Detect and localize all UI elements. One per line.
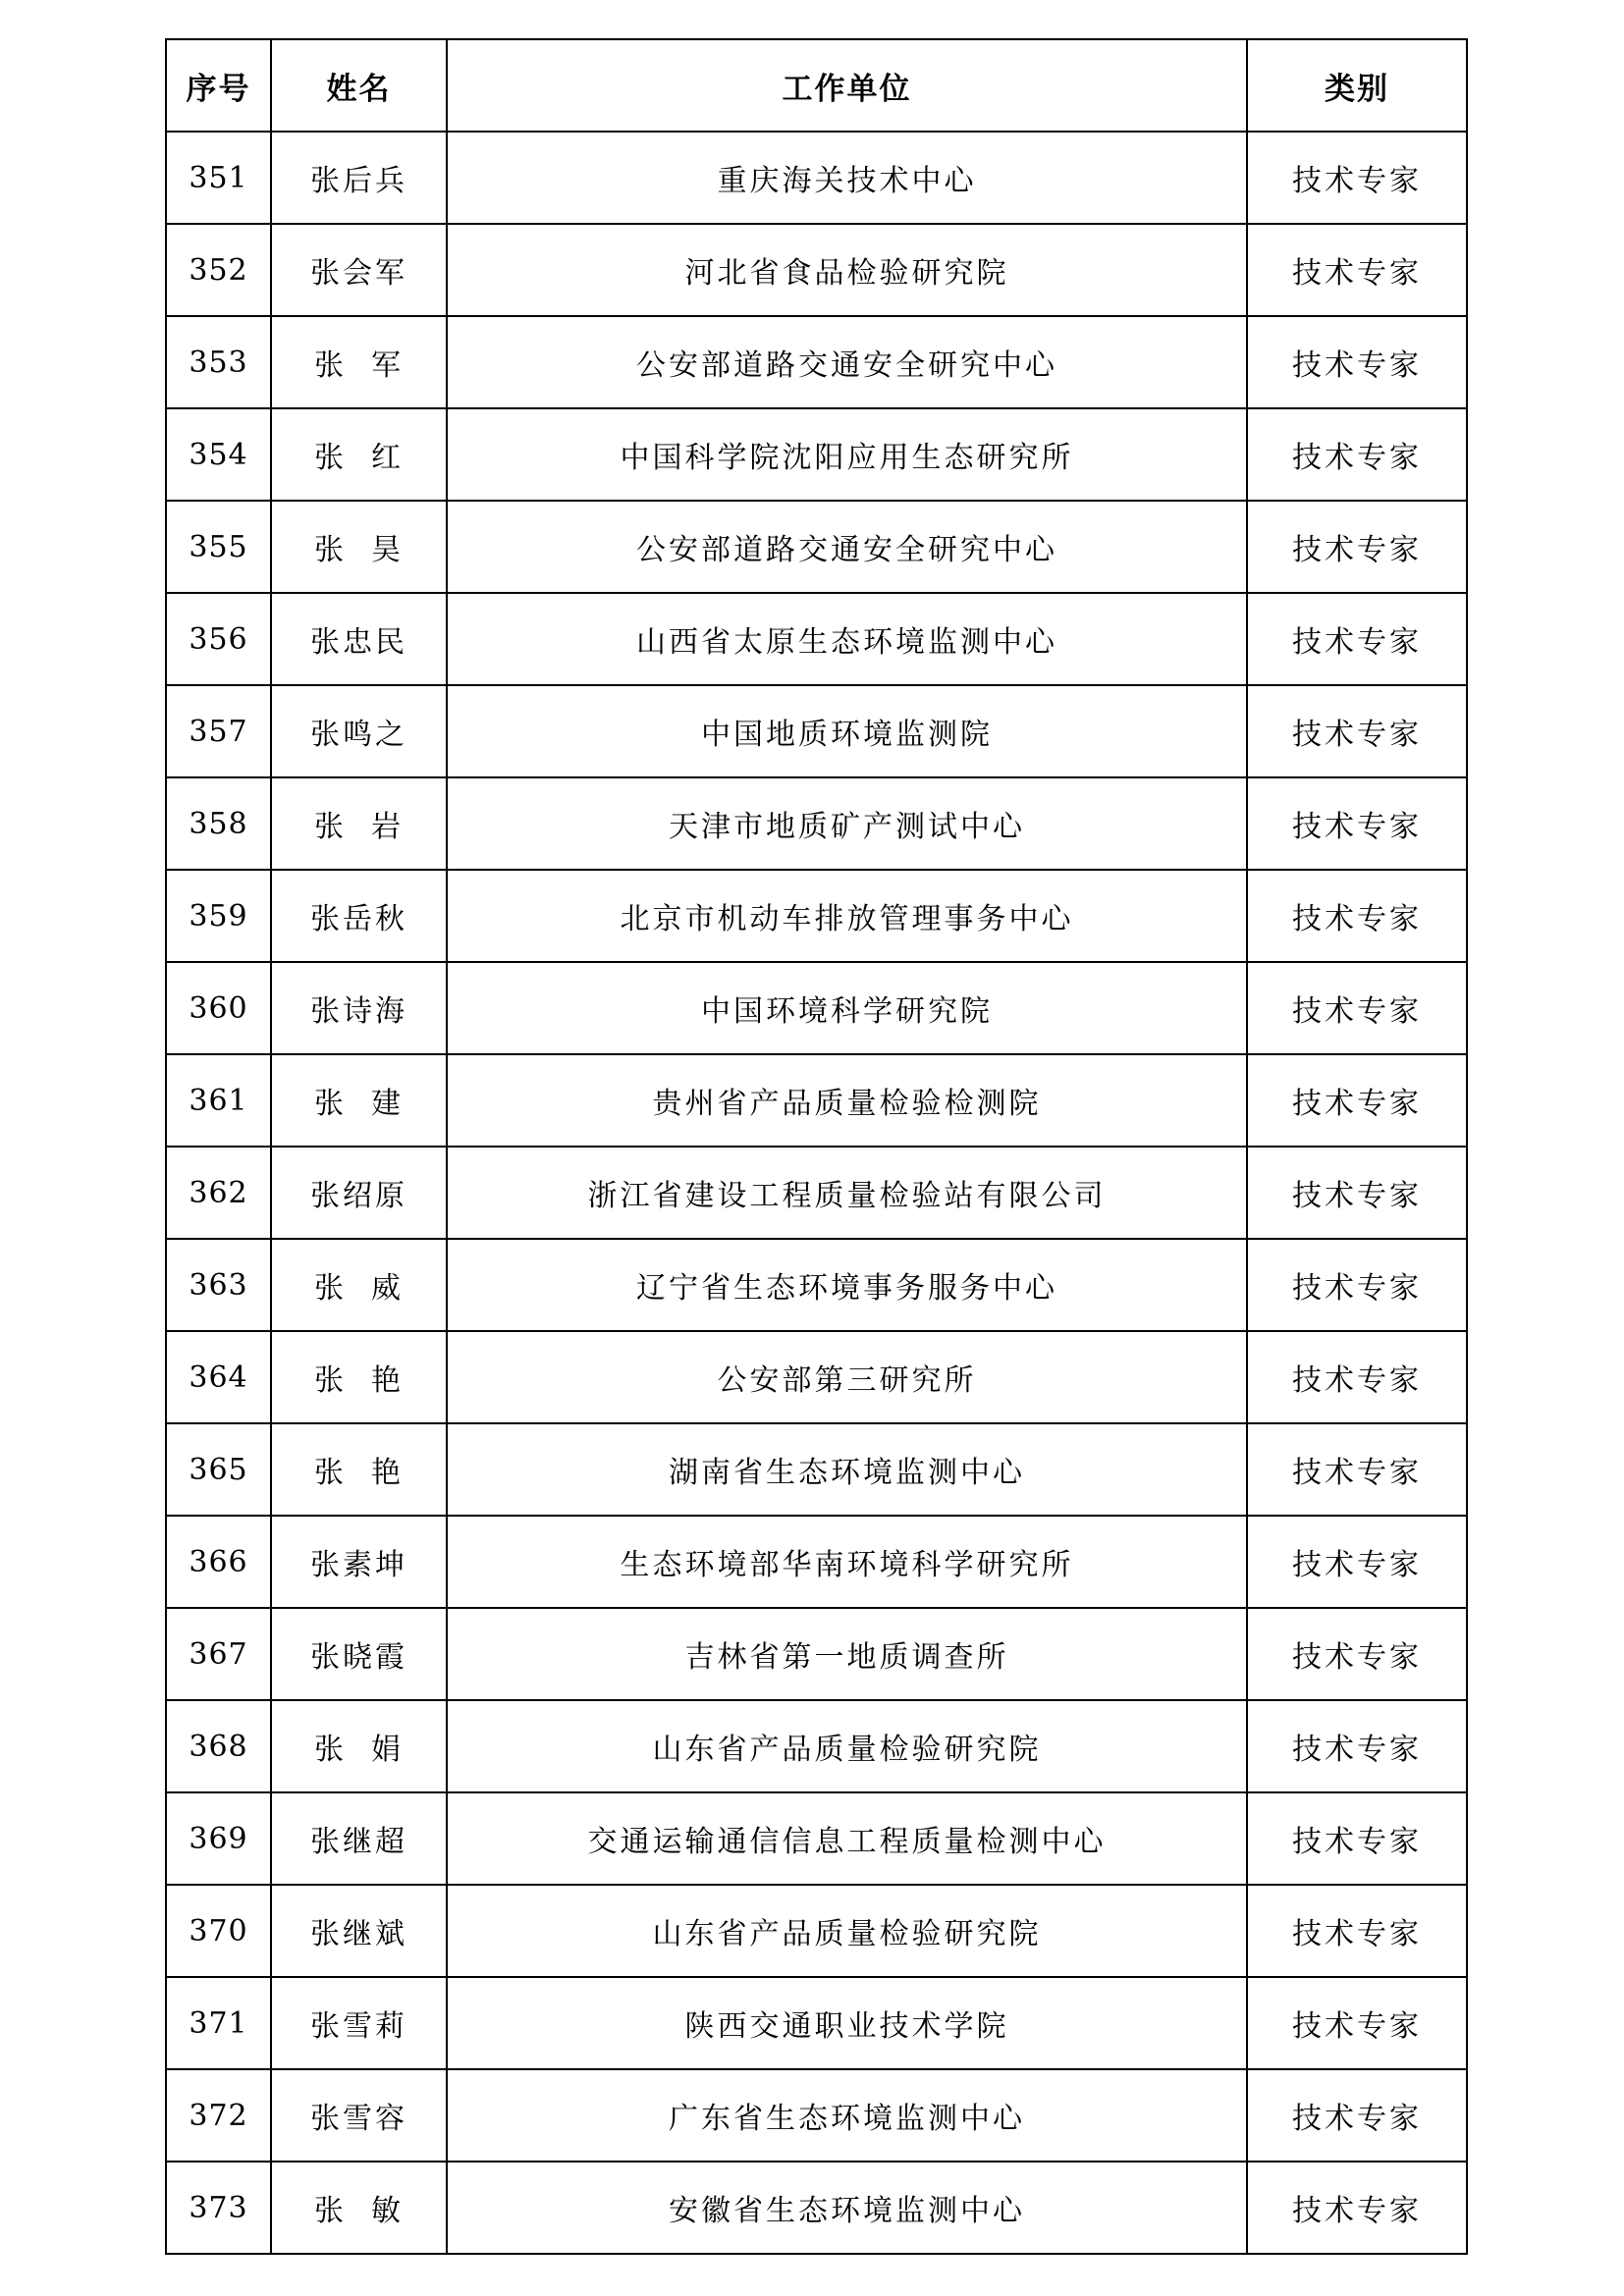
row-seq: 357 — [166, 685, 271, 777]
table-row — [166, 1885, 1467, 1977]
row-name: 张 威 — [271, 1239, 447, 1331]
header-row — [166, 39, 1467, 132]
header-seq: 序号 — [166, 39, 271, 132]
row-name: 张后兵 — [271, 132, 447, 224]
row-category: 技术专家 — [1247, 1147, 1467, 1239]
row-seq: 362 — [166, 1147, 271, 1239]
row-category: 技术专家 — [1247, 2069, 1467, 2162]
row-seq: 355 — [166, 501, 271, 593]
row-category: 技术专家 — [1247, 316, 1467, 408]
row-name: 张 岩 — [271, 777, 447, 870]
row-unit: 重庆海关技术中心 — [447, 132, 1247, 224]
row-category: 技术专家 — [1247, 132, 1467, 224]
row-category: 技术专家 — [1247, 1054, 1467, 1147]
row-unit: 中国环境科学研究院 — [447, 962, 1247, 1054]
row-name: 张绍原 — [271, 1147, 447, 1239]
row-unit: 陕西交通职业技术学院 — [447, 1977, 1247, 2069]
table-row — [166, 1608, 1467, 1700]
row-unit: 广东省生态环境监测中心 — [447, 2069, 1247, 2162]
row-category: 技术专家 — [1247, 1977, 1467, 2069]
row-category: 技术专家 — [1247, 1516, 1467, 1608]
row-name: 张 红 — [271, 408, 447, 501]
row-unit: 公安部第三研究所 — [447, 1331, 1247, 1423]
row-unit: 湖南省生态环境监测中心 — [447, 1423, 1247, 1516]
row-unit: 贵州省产品质量检验检测院 — [447, 1054, 1247, 1147]
table-row — [166, 1792, 1467, 1885]
row-unit: 河北省食品检验研究院 — [447, 224, 1247, 316]
row-seq: 360 — [166, 962, 271, 1054]
row-name: 张继超 — [271, 1792, 447, 1885]
table-row — [166, 2162, 1467, 2254]
row-category: 技术专家 — [1247, 1331, 1467, 1423]
row-category: 技术专家 — [1247, 962, 1467, 1054]
table-row — [166, 1516, 1467, 1608]
table-row — [166, 501, 1467, 593]
row-category: 技术专家 — [1247, 1239, 1467, 1331]
row-category: 技术专家 — [1247, 593, 1467, 685]
row-seq: 368 — [166, 1700, 271, 1792]
row-name: 张 艳 — [271, 1331, 447, 1423]
table-row — [166, 1423, 1467, 1516]
row-unit: 山西省太原生态环境监测中心 — [447, 593, 1247, 685]
row-seq: 371 — [166, 1977, 271, 2069]
row-unit: 公安部道路交通安全研究中心 — [447, 501, 1247, 593]
row-name: 张岳秋 — [271, 870, 447, 962]
header-unit: 工作单位 — [447, 39, 1247, 132]
row-unit: 北京市机动车排放管理事务中心 — [447, 870, 1247, 962]
row-unit: 山东省产品质量检验研究院 — [447, 1700, 1247, 1792]
row-seq: 351 — [166, 132, 271, 224]
table-body — [166, 132, 1467, 2254]
row-unit: 中国科学院沈阳应用生态研究所 — [447, 408, 1247, 501]
table-row — [166, 962, 1467, 1054]
row-name: 张鸣之 — [271, 685, 447, 777]
row-category: 技术专家 — [1247, 501, 1467, 593]
table-row — [166, 132, 1467, 224]
table-row — [166, 316, 1467, 408]
row-seq: 366 — [166, 1516, 271, 1608]
row-unit: 生态环境部华南环境科学研究所 — [447, 1516, 1247, 1608]
table-row — [166, 2069, 1467, 2162]
table-row — [166, 870, 1467, 962]
row-name: 张 昊 — [271, 501, 447, 593]
row-name: 张会军 — [271, 224, 447, 316]
row-seq: 359 — [166, 870, 271, 962]
row-seq: 358 — [166, 777, 271, 870]
row-seq: 370 — [166, 1885, 271, 1977]
row-category: 技术专家 — [1247, 2162, 1467, 2254]
row-category: 技术专家 — [1247, 1885, 1467, 1977]
row-name: 张雪莉 — [271, 1977, 447, 2069]
row-seq: 369 — [166, 1792, 271, 1885]
row-unit: 公安部道路交通安全研究中心 — [447, 316, 1247, 408]
table-row — [166, 685, 1467, 777]
row-category: 技术专家 — [1247, 777, 1467, 870]
table-row — [166, 1700, 1467, 1792]
row-category: 技术专家 — [1247, 1792, 1467, 1885]
header-category: 类别 — [1247, 39, 1467, 132]
table-row — [166, 1239, 1467, 1331]
row-name: 张 艳 — [271, 1423, 447, 1516]
row-unit: 交通运输通信信息工程质量检测中心 — [447, 1792, 1247, 1885]
row-unit: 中国地质环境监测院 — [447, 685, 1247, 777]
row-unit: 辽宁省生态环境事务服务中心 — [447, 1239, 1247, 1331]
row-unit: 吉林省第一地质调查所 — [447, 1608, 1247, 1700]
row-seq: 356 — [166, 593, 271, 685]
row-seq: 361 — [166, 1054, 271, 1147]
row-name: 张晓霞 — [271, 1608, 447, 1700]
row-seq: 352 — [166, 224, 271, 316]
table-row — [166, 1331, 1467, 1423]
row-category: 技术专家 — [1247, 1700, 1467, 1792]
table-row — [166, 1054, 1467, 1147]
expert-roster-table — [165, 38, 1468, 2255]
table-row — [166, 224, 1467, 316]
row-seq: 364 — [166, 1331, 271, 1423]
row-seq: 354 — [166, 408, 271, 501]
row-name: 张素坤 — [271, 1516, 447, 1608]
row-category: 技术专家 — [1247, 685, 1467, 777]
table-row — [166, 1977, 1467, 2069]
row-name: 张 敏 — [271, 2162, 447, 2254]
table-row — [166, 1147, 1467, 1239]
header-name: 姓名 — [271, 39, 447, 132]
row-seq: 372 — [166, 2069, 271, 2162]
row-unit: 安徽省生态环境监测中心 — [447, 2162, 1247, 2254]
row-name: 张雪容 — [271, 2069, 447, 2162]
row-seq: 353 — [166, 316, 271, 408]
row-seq: 367 — [166, 1608, 271, 1700]
row-name: 张忠民 — [271, 593, 447, 685]
table-row — [166, 593, 1467, 685]
row-seq: 365 — [166, 1423, 271, 1516]
table-row — [166, 777, 1467, 870]
row-name: 张诗海 — [271, 962, 447, 1054]
row-category: 技术专家 — [1247, 1608, 1467, 1700]
row-name: 张 建 — [271, 1054, 447, 1147]
row-category: 技术专家 — [1247, 408, 1467, 501]
row-category: 技术专家 — [1247, 870, 1467, 962]
row-seq: 373 — [166, 2162, 271, 2254]
row-seq: 363 — [166, 1239, 271, 1331]
row-unit: 天津市地质矿产测试中心 — [447, 777, 1247, 870]
row-name: 张 军 — [271, 316, 447, 408]
row-category: 技术专家 — [1247, 224, 1467, 316]
row-name: 张继斌 — [271, 1885, 447, 1977]
row-unit: 山东省产品质量检验研究院 — [447, 1885, 1247, 1977]
row-unit: 浙江省建设工程质量检验站有限公司 — [447, 1147, 1247, 1239]
table-row — [166, 408, 1467, 501]
row-category: 技术专家 — [1247, 1423, 1467, 1516]
row-name: 张 娟 — [271, 1700, 447, 1792]
